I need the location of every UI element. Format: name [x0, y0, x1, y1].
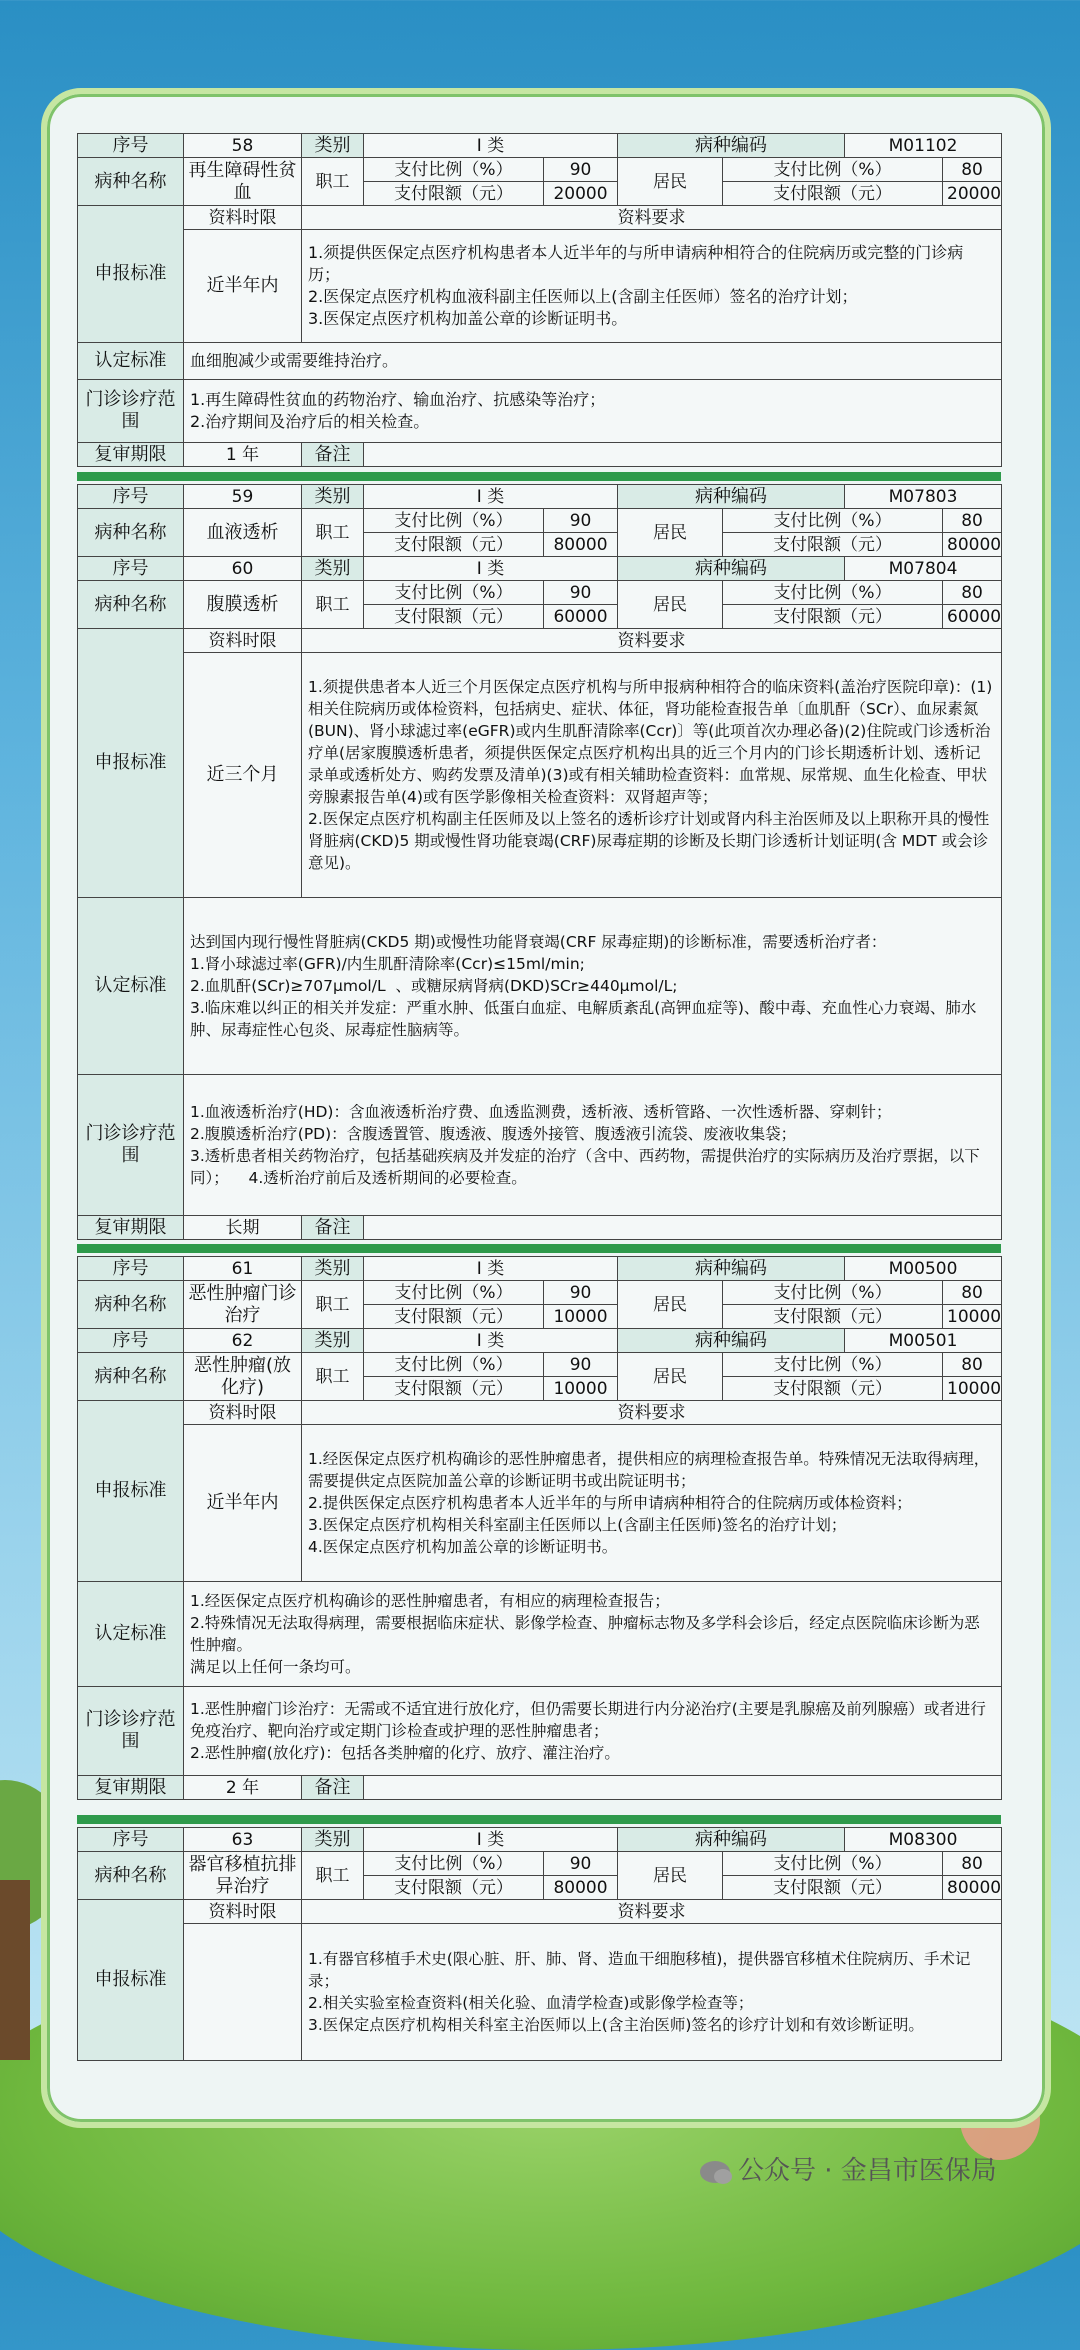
seq-label: 序号	[78, 1828, 184, 1852]
seq-label: 序号	[78, 134, 184, 158]
employee-limit: 60000	[544, 605, 618, 629]
resident-ratio: 80	[943, 581, 1002, 605]
scope-label: 门诊诊疗范围	[78, 380, 184, 443]
requirements-text: 1.须提供医保定点医疗机构患者本人近半年的与所申请病种相符合的住院病历或完整的门诊病历； 2.医保定点医疗机构血液科副主任医师以上(含副主任医师）签名的治疗计划； 3.医保定点医疗机构加盖公章的诊断证明书。	[302, 230, 1002, 343]
resident-label: 居民	[618, 1281, 723, 1329]
requirements-text: 1.须提供患者本人近三个月医保定点医疗机构与所申报病种相符合的临床资料(盖治疗医院印章)：(1)相关住院病历或体检资料，包括病史、症状、体征，肾功能检查报告单〔血肌酐（SCr）、血尿素氮(BUN)、肾小球滤过率(eGFR)或内生肌酐清除率(Ccr)〕等(此项首次办理必备)(2)住院或门诊透析治疗单(居家腹膜透析患者，须提供医保定点医疗机构出具的近三个月内的门诊长期透析计划、透析记录单或透析处方、购药发票及清单)(3)或有相关辅助检查资料：血常规、尿常规、血生化检查、甲状旁腺素报告单(4)或有医学影像相关检查资料：双肾超声等； 2.医保定点医疗机构副主任医师及以上签名的透析诊疗计划或肾内科主治医师及以上职称开具的慢性肾脏病(CKD)5 期或慢性肾功能衰竭(CRF)尿毒症期的诊断及长期门诊透析计划证明(含 MDT 或会诊意见)。	[302, 653, 1002, 898]
seq-value: 61	[184, 1257, 302, 1281]
wechat-icon	[700, 2161, 730, 2183]
employee-ratio: 90	[544, 581, 618, 605]
employee-ratio: 90	[544, 509, 618, 533]
seq-value: 62	[184, 1329, 302, 1353]
requirements-text: 1.有器官移植手术史(限心脏、肝、肺、肾、造血干细胞移植)，提供器官移植术住院病历、手术记录； 2.相关实验室检查资料(相关化验、血清学检查)或影像学检查等； 3.医保定点医疗机构相关科室主治医师以上(含主治医师)签名的诊疗计划和有效诊断证明。	[302, 1924, 1002, 2061]
scope-label: 门诊诊疗范围	[78, 1075, 184, 1216]
ratio-label: 支付比例（%）	[723, 1353, 943, 1377]
category-value: I 类	[364, 1828, 618, 1852]
employee-label: 职工	[302, 581, 364, 629]
limit-label: 支付限额（元）	[723, 533, 943, 557]
remark-value	[364, 1216, 1002, 1240]
seq-value: 63	[184, 1828, 302, 1852]
seq-label: 序号	[78, 485, 184, 509]
resident-limit: 60000	[943, 605, 1002, 629]
seq-value: 59	[184, 485, 302, 509]
resident-label: 居民	[618, 1852, 723, 1900]
section-separator	[77, 472, 1001, 481]
code-value: M08300	[845, 1828, 1002, 1852]
employee-label: 职工	[302, 1281, 364, 1329]
disease-name: 恶性肿瘤门诊治疗	[184, 1281, 302, 1329]
ratio-label: 支付比例（%）	[723, 509, 943, 533]
tree-trunk	[0, 1880, 30, 2060]
employee-label: 职工	[302, 158, 364, 206]
resident-limit: 20000	[943, 182, 1002, 206]
time-limit-label: 资料时限	[184, 1401, 302, 1425]
disease-table-61-62	[77, 1256, 1002, 1800]
disease-name: 恶性肿瘤(放化疗)	[184, 1353, 302, 1401]
category-label: 类别	[302, 1828, 364, 1852]
section-separator	[77, 1244, 1001, 1253]
resident-ratio: 80	[943, 1353, 1002, 1377]
category-value: I 类	[364, 134, 618, 158]
employee-limit: 10000	[544, 1305, 618, 1329]
resident-ratio: 80	[943, 158, 1002, 182]
criteria-text: 1.经医保定点医疗机构确诊的恶性肿瘤患者，有相应的病理检查报告； 2.特殊情况无法取得病理，需要根据临床症状、影像学检查、肿瘤标志物及多学科会诊后，经定点医院临床诊断为恶性肿瘤。 满足以上任何一条均可。	[184, 1582, 1002, 1687]
code-label: 病种编码	[618, 1257, 845, 1281]
ratio-label: 支付比例（%）	[364, 1353, 544, 1377]
apply-label: 申报标准	[78, 206, 184, 343]
category-label: 类别	[302, 485, 364, 509]
review-value: 长期	[184, 1216, 302, 1240]
seq-value: 58	[184, 134, 302, 158]
review-label: 复审期限	[78, 1776, 184, 1800]
employee-label: 职工	[302, 509, 364, 557]
limit-label: 支付限额（元）	[723, 182, 943, 206]
review-value: 1 年	[184, 443, 302, 467]
criteria-text: 达到国内现行慢性肾脏病(CKD5 期)或慢性功能肾衰竭(CRF 尿毒症期)的诊断标准，需要透析治疗者： 1.肾小球滤过率(GFR)/内生肌酐清除率(Ccr)≤15ml/min; 2.血肌酐(SCr)≥707μmol/L 、或糖尿病肾病(DKD)SCr≥440μmol/L; 3.临床难以纠正的相关并发症：严重水肿、低蛋白血症、电解质紊乱(高钾血症等)、酸中毒、充血性心力衰竭、肺水肿、尿毒症性心包炎、尿毒症性脑病等。	[184, 898, 1002, 1075]
disease-name: 血液透析	[184, 509, 302, 557]
resident-ratio: 80	[943, 509, 1002, 533]
category-label: 类别	[302, 1257, 364, 1281]
resident-label: 居民	[618, 158, 723, 206]
footer-text: 公众号 · 金昌市医保局	[738, 2156, 997, 2186]
seq-label: 序号	[78, 557, 184, 581]
criteria-text: 血细胞减少或需要维持治疗。	[184, 343, 1002, 380]
review-label: 复审期限	[78, 443, 184, 467]
code-label: 病种编码	[618, 1828, 845, 1852]
time-limit-value: 近半年内	[184, 230, 302, 343]
requirements-text: 1.经医保定点医疗机构确诊的恶性肿瘤患者，提供相应的病理检查报告单。特殊情况无法取得病理，需要提供定点医院加盖公章的诊断证明书或出院证明书； 2.提供医保定点医疗机构患者本人近半年的与所申请病种相符合的住院病历或体检资料； 3.医保定点医疗机构相关科室副主任医师以上(含副主任医师)签名的治疗计划； 4.医保定点医疗机构加盖公章的诊断证明书。	[302, 1425, 1002, 1582]
category-label: 类别	[302, 134, 364, 158]
name-label: 病种名称	[78, 1281, 184, 1329]
criteria-label: 认定标准	[78, 1582, 184, 1687]
apply-label: 申报标准	[78, 629, 184, 898]
limit-label: 支付限额（元）	[364, 605, 544, 629]
time-limit-value: 近半年内	[184, 1425, 302, 1582]
seq-value: 60	[184, 557, 302, 581]
code-label: 病种编码	[618, 134, 845, 158]
code-label: 病种编码	[618, 485, 845, 509]
employee-limit: 20000	[544, 182, 618, 206]
disease-table-59-60	[77, 484, 1002, 1240]
disease-table-58	[77, 133, 1002, 467]
remark-label: 备注	[302, 1776, 364, 1800]
limit-label: 支付限额（元）	[364, 1305, 544, 1329]
remark-value	[364, 1776, 1002, 1800]
employee-limit: 80000	[544, 1876, 618, 1900]
limit-label: 支付限额（元）	[364, 182, 544, 206]
employee-label: 职工	[302, 1852, 364, 1900]
ratio-label: 支付比例（%）	[364, 1281, 544, 1305]
name-label: 病种名称	[78, 158, 184, 206]
employee-label: 职工	[302, 1353, 364, 1401]
name-label: 病种名称	[78, 1353, 184, 1401]
resident-limit: 80000	[943, 533, 1002, 557]
name-label: 病种名称	[78, 1852, 184, 1900]
req-label: 资料要求	[302, 1900, 1002, 1924]
resident-ratio: 80	[943, 1852, 1002, 1876]
resident-label: 居民	[618, 1353, 723, 1401]
ratio-label: 支付比例（%）	[723, 1852, 943, 1876]
resident-label: 居民	[618, 509, 723, 557]
time-limit-label: 资料时限	[184, 206, 302, 230]
criteria-label: 认定标准	[78, 898, 184, 1075]
scope-label: 门诊诊疗范围	[78, 1687, 184, 1776]
ratio-label: 支付比例（%）	[723, 1281, 943, 1305]
code-value: M07803	[845, 485, 1002, 509]
remark-label: 备注	[302, 1216, 364, 1240]
code-value: M00500	[845, 1257, 1002, 1281]
remark-label: 备注	[302, 443, 364, 467]
disease-name: 器官移植抗排异治疗	[184, 1852, 302, 1900]
req-label: 资料要求	[302, 206, 1002, 230]
scope-text: 1.血液透析治疗(HD)：含血液透析治疗费、血透监测费，透析液、透析管路、一次性透析器、穿刺针； 2.腹膜透析治疗(PD)：含腹透置管、腹透液、腹透外接管、腹透液引流袋、废液收集袋； 3.透析患者相关药物治疗，包括基础疾病及并发症的治疗（含中、西药物，需提供治疗的实际病历及治疗票据，以下同）； 4.透析治疗前后及透析期间的必要检查。	[184, 1075, 1002, 1216]
limit-label: 支付限额（元）	[364, 533, 544, 557]
ratio-label: 支付比例（%）	[364, 158, 544, 182]
code-value: M00501	[845, 1329, 1002, 1353]
code-label: 病种编码	[618, 1329, 845, 1353]
ratio-label: 支付比例（%）	[364, 581, 544, 605]
ratio-label: 支付比例（%）	[364, 1852, 544, 1876]
time-limit-value: 近三个月	[184, 653, 302, 898]
limit-label: 支付限额（元）	[723, 605, 943, 629]
code-value: M01102	[845, 134, 1002, 158]
apply-label: 申报标准	[78, 1401, 184, 1582]
name-label: 病种名称	[78, 509, 184, 557]
criteria-label: 认定标准	[78, 343, 184, 380]
limit-label: 支付限额（元）	[364, 1377, 544, 1401]
disease-name: 腹膜透析	[184, 581, 302, 629]
time-limit-label: 资料时限	[184, 1900, 302, 1924]
seq-label: 序号	[78, 1257, 184, 1281]
resident-limit: 10000	[943, 1305, 1002, 1329]
review-label: 复审期限	[78, 1216, 184, 1240]
scope-text: 1.再生障碍性贫血的药物治疗、输血治疗、抗感染等治疗； 2.治疗期间及治疗后的相关检查。	[184, 380, 1002, 443]
section-separator	[77, 1815, 1001, 1824]
category-value: I 类	[364, 1257, 618, 1281]
ratio-label: 支付比例（%）	[364, 509, 544, 533]
category-label: 类别	[302, 557, 364, 581]
limit-label: 支付限额（元）	[723, 1876, 943, 1900]
employee-ratio: 90	[544, 1353, 618, 1377]
req-label: 资料要求	[302, 629, 1002, 653]
review-value: 2 年	[184, 1776, 302, 1800]
name-label: 病种名称	[78, 581, 184, 629]
resident-limit: 10000	[943, 1377, 1002, 1401]
limit-label: 支付限额（元）	[364, 1876, 544, 1900]
time-limit-label: 资料时限	[184, 629, 302, 653]
ratio-label: 支付比例（%）	[723, 158, 943, 182]
employee-ratio: 90	[544, 1852, 618, 1876]
category-value: I 类	[364, 485, 618, 509]
remark-value	[364, 443, 1002, 467]
apply-label: 申报标准	[78, 1900, 184, 2061]
resident-limit: 80000	[943, 1876, 1002, 1900]
disease-table-63	[77, 1827, 1002, 2061]
limit-label: 支付限额（元）	[723, 1377, 943, 1401]
scope-text: 1.恶性肿瘤门诊治疗：无需或不适宜进行放化疗，但仍需要长期进行内分泌治疗(主要是乳腺癌及前列腺癌）或者进行免疫治疗、靶向治疗或定期门诊检查或护理的恶性肿瘤患者； 2.恶性肿瘤(放化疗)：包括各类肿瘤的化疗、放疗、灌注治疗。	[184, 1687, 1002, 1776]
employee-limit: 10000	[544, 1377, 618, 1401]
employee-ratio: 90	[544, 158, 618, 182]
disease-name: 再生障碍性贫血	[184, 158, 302, 206]
ratio-label: 支付比例（%）	[723, 581, 943, 605]
resident-label: 居民	[618, 581, 723, 629]
footer-account	[700, 2150, 997, 2187]
req-label: 资料要求	[302, 1401, 1002, 1425]
limit-label: 支付限额（元）	[723, 1305, 943, 1329]
category-value: I 类	[364, 1329, 618, 1353]
seq-label: 序号	[78, 1329, 184, 1353]
employee-ratio: 90	[544, 1281, 618, 1305]
code-value: M07804	[845, 557, 1002, 581]
category-value: I 类	[364, 557, 618, 581]
code-label: 病种编码	[618, 557, 845, 581]
time-limit-value	[184, 1924, 302, 2061]
resident-ratio: 80	[943, 1281, 1002, 1305]
employee-limit: 80000	[544, 533, 618, 557]
category-label: 类别	[302, 1329, 364, 1353]
